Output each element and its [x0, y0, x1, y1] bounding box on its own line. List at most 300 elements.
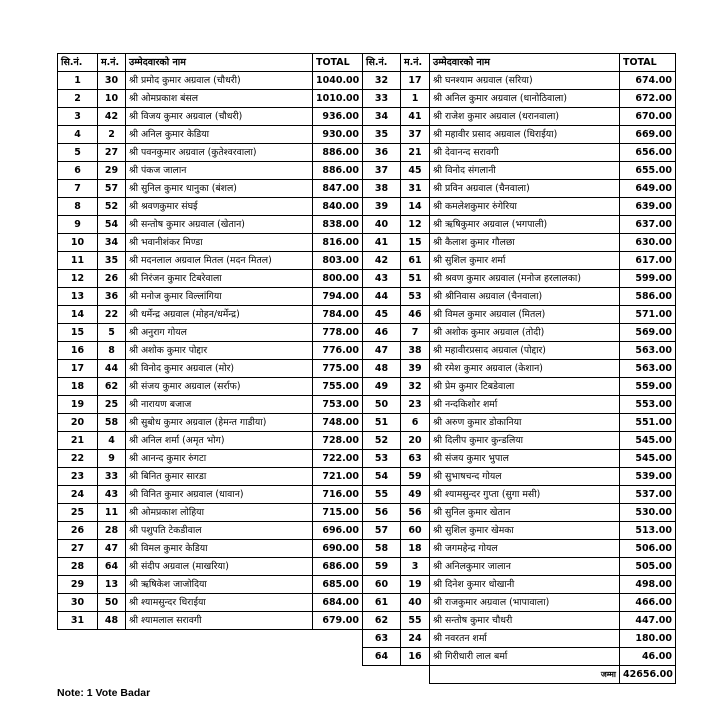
candidate-name-cell: श्री आनन्द कुमार रुंगटा — [126, 450, 313, 468]
total-votes-cell: 539.00 — [620, 468, 676, 486]
grand-total-label: जम्मा — [430, 666, 620, 684]
candidate-number-cell: 9 — [98, 450, 126, 468]
table-row — [58, 360, 363, 378]
candidate-name-cell: श्री अनिलकुमार जालान — [430, 558, 620, 576]
table-row — [363, 432, 676, 450]
candidate-name-cell: श्री श्यामसुन्दर गुप्ता (सुगा मसी) — [430, 486, 620, 504]
candidate-number-cell: 37 — [401, 126, 430, 144]
candidate-number-cell: 60 — [401, 522, 430, 540]
serial-number-cell: 55 — [363, 486, 401, 504]
table-row — [58, 288, 363, 306]
table-row — [58, 504, 363, 522]
total-votes-cell: 722.00 — [313, 450, 363, 468]
serial-number-cell: 8 — [58, 198, 98, 216]
candidate-number-cell: 24 — [401, 630, 430, 648]
candidate-number-cell: 7 — [401, 324, 430, 342]
serial-number-cell: 64 — [363, 648, 401, 666]
candidate-name-cell: श्री सुनिल कुमार खेतान — [430, 504, 620, 522]
total-votes-cell: 563.00 — [620, 342, 676, 360]
table-row — [58, 126, 363, 144]
serial-number-cell: 21 — [58, 432, 98, 450]
candidate-name-cell: श्री सन्तोष कुमार चौधरी — [430, 612, 620, 630]
table-row — [363, 594, 676, 612]
candidate-name-cell: श्री घनश्याम अग्रवाल (सरिया) — [430, 72, 620, 90]
total-votes-cell: 466.00 — [620, 594, 676, 612]
serial-number-cell: 31 — [58, 612, 98, 630]
serial-number-cell: 17 — [58, 360, 98, 378]
candidate-name-cell: श्री महावीर प्रसाद अग्रवाल (धिराईया) — [430, 126, 620, 144]
serial-number-cell: 9 — [58, 216, 98, 234]
candidate-number-cell: 14 — [401, 198, 430, 216]
total-votes-cell: 716.00 — [313, 486, 363, 504]
candidate-name-cell: श्री कमलेशकुमार रुंगेरिया — [430, 198, 620, 216]
candidate-name-cell: श्री ऋषिकेश जाजोदिया — [126, 576, 313, 594]
total-votes-cell: 649.00 — [620, 180, 676, 198]
serial-number-cell: 24 — [58, 486, 98, 504]
total-votes-cell: 753.00 — [313, 396, 363, 414]
serial-number-cell: 14 — [58, 306, 98, 324]
table-row — [363, 90, 676, 108]
total-votes-cell: 721.00 — [313, 468, 363, 486]
table-row — [363, 486, 676, 504]
table-row — [58, 270, 363, 288]
total-votes-cell: 679.00 — [313, 612, 363, 630]
total-votes-cell: 847.00 — [313, 180, 363, 198]
candidate-name-cell: श्री संजय कुमार भुपाल — [430, 450, 620, 468]
candidate-name-cell: श्री प्रेम कुमार टिबडेवाला — [430, 378, 620, 396]
candidate-name-cell: श्री सुशिल कुमार शर्मा — [430, 252, 620, 270]
blank-cell — [363, 666, 401, 684]
total-votes-cell: 447.00 — [620, 612, 676, 630]
candidate-number-cell: 33 — [98, 468, 126, 486]
total-votes-cell: 1010.00 — [313, 90, 363, 108]
total-votes-cell: 816.00 — [313, 234, 363, 252]
serial-number-cell: 62 — [363, 612, 401, 630]
serial-number-cell: 41 — [363, 234, 401, 252]
serial-number-cell: 23 — [58, 468, 98, 486]
total-votes-cell: 630.00 — [620, 234, 676, 252]
serial-number-cell: 49 — [363, 378, 401, 396]
candidate-name-cell: श्री प्रमोद कुमार अग्रवाल (चौधरी) — [126, 72, 313, 90]
serial-number-cell: 10 — [58, 234, 98, 252]
table-row — [363, 558, 676, 576]
serial-number-cell: 43 — [363, 270, 401, 288]
table-row — [363, 270, 676, 288]
total-votes-cell: 803.00 — [313, 252, 363, 270]
candidate-name-cell: श्री नारायण बजाज — [126, 396, 313, 414]
total-votes-cell: 586.00 — [620, 288, 676, 306]
serial-number-cell: 20 — [58, 414, 98, 432]
candidate-number-cell: 40 — [401, 594, 430, 612]
serial-number-cell: 28 — [58, 558, 98, 576]
total-votes-cell: 537.00 — [620, 486, 676, 504]
candidate-number-cell: 6 — [401, 414, 430, 432]
table-row — [58, 378, 363, 396]
candidate-name-cell: श्री गिरीधारी लाल बर्मा — [430, 648, 620, 666]
table-row — [363, 288, 676, 306]
total-votes-cell: 755.00 — [313, 378, 363, 396]
candidate-number-cell: 61 — [401, 252, 430, 270]
candidate-name-cell: श्री अनिल शर्मा (अमृत भोग) — [126, 432, 313, 450]
table-row — [58, 594, 363, 612]
candidate-number-cell: 22 — [98, 306, 126, 324]
candidate-number-cell: 64 — [98, 558, 126, 576]
candidate-number-cell: 45 — [401, 162, 430, 180]
serial-number-cell: 48 — [363, 360, 401, 378]
left-table-body — [58, 54, 363, 630]
table-row — [58, 540, 363, 558]
table-row — [363, 450, 676, 468]
candidate-number-cell: 20 — [401, 432, 430, 450]
candidate-name-cell: श्री सुशिल कुमार खेमका — [430, 522, 620, 540]
total-votes-cell: 672.00 — [620, 90, 676, 108]
serial-number-cell: 7 — [58, 180, 98, 198]
table-row — [58, 144, 363, 162]
candidate-name-cell: श्री अरुण कुमार डोकानिया — [430, 414, 620, 432]
total-votes-cell: 886.00 — [313, 144, 363, 162]
footnote: Note: 1 Vote Badar — [57, 687, 151, 699]
table-row — [58, 324, 363, 342]
table-row — [58, 180, 363, 198]
candidate-name-cell: श्री नवरतन शर्मा — [430, 630, 620, 648]
total-votes-cell: 506.00 — [620, 540, 676, 558]
candidate-name-cell: श्री विजय कुमार अग्रवाल (चौधरी) — [126, 108, 313, 126]
candidate-name-cell: श्री सन्तोष कुमार अग्रवाल (खेतान) — [126, 216, 313, 234]
header-candidate-number: म.नं. — [98, 54, 126, 72]
serial-number-cell: 16 — [58, 342, 98, 360]
candidate-number-cell: 25 — [98, 396, 126, 414]
total-votes-cell: 840.00 — [313, 198, 363, 216]
serial-number-cell: 51 — [363, 414, 401, 432]
serial-number-cell: 30 — [58, 594, 98, 612]
table-row — [58, 90, 363, 108]
serial-number-cell: 46 — [363, 324, 401, 342]
candidate-name-cell: श्री दिलीप कुमार कुन्डलिया — [430, 432, 620, 450]
right-table-body — [363, 54, 676, 684]
candidate-name-cell: श्री भवानीशंकर मिण्डा — [126, 234, 313, 252]
candidate-name-cell: श्री कैलाश कुमार गौलछा — [430, 234, 620, 252]
table-row — [363, 234, 676, 252]
header-serial-number: सि.नं. — [363, 54, 401, 72]
candidate-name-cell: श्री विनित कुमार अग्रवाल (धावान) — [126, 486, 313, 504]
candidate-number-cell: 34 — [98, 234, 126, 252]
candidate-number-cell: 15 — [401, 234, 430, 252]
candidate-number-cell: 21 — [401, 144, 430, 162]
candidate-name-cell: श्री श्रवण कुमार अग्रवाल (मनोज हरलालका) — [430, 270, 620, 288]
total-votes-cell: 569.00 — [620, 324, 676, 342]
candidate-number-cell: 3 — [401, 558, 430, 576]
candidate-name-cell: श्री श्यामलाल सरावगी — [126, 612, 313, 630]
table-row — [363, 162, 676, 180]
serial-number-cell: 50 — [363, 396, 401, 414]
table-row — [363, 576, 676, 594]
table-row — [363, 612, 676, 630]
serial-number-cell: 37 — [363, 162, 401, 180]
candidate-number-cell: 44 — [98, 360, 126, 378]
table-row — [58, 432, 363, 450]
grand-total-value: 42656.00 — [620, 666, 676, 684]
total-votes-cell: 180.00 — [620, 630, 676, 648]
total-votes-cell: 775.00 — [313, 360, 363, 378]
table-row — [363, 648, 676, 666]
candidate-number-cell: 42 — [98, 108, 126, 126]
candidate-name-cell: श्री अनिल कुमार अग्रवाल (धानोठिवाला) — [430, 90, 620, 108]
serial-number-cell: 47 — [363, 342, 401, 360]
total-votes-cell: 748.00 — [313, 414, 363, 432]
serial-number-cell: 19 — [58, 396, 98, 414]
header-candidate-name: उम्मेदवारको नाम — [430, 54, 620, 72]
left-results-table — [57, 53, 363, 630]
total-votes-cell: 728.00 — [313, 432, 363, 450]
total-votes-cell: 886.00 — [313, 162, 363, 180]
serial-number-cell: 53 — [363, 450, 401, 468]
table-row — [58, 486, 363, 504]
table-row — [58, 468, 363, 486]
candidate-name-cell: श्री देवानन्द सरावगी — [430, 144, 620, 162]
table-row — [58, 612, 363, 630]
candidate-name-cell: श्री रमेश कुमार अग्रवाल (केशान) — [430, 360, 620, 378]
header-total: TOTAL — [313, 54, 363, 72]
table-row — [363, 324, 676, 342]
candidate-number-cell: 19 — [401, 576, 430, 594]
total-votes-cell: 656.00 — [620, 144, 676, 162]
table-row — [58, 558, 363, 576]
serial-number-cell: 52 — [363, 432, 401, 450]
blank-cell — [401, 666, 430, 684]
candidate-name-cell: श्री अनुराग गोयल — [126, 324, 313, 342]
header-candidate-name: उम्मेदवारको नाम — [126, 54, 313, 72]
table-row — [58, 522, 363, 540]
total-votes-cell: 545.00 — [620, 432, 676, 450]
total-votes-cell: 551.00 — [620, 414, 676, 432]
table-row — [363, 126, 676, 144]
serial-number-cell: 1 — [58, 72, 98, 90]
candidate-name-cell: श्री धर्मेन्द्र अग्रवाल (मोहन/धर्मेन्द्र) — [126, 306, 313, 324]
table-row — [363, 342, 676, 360]
candidate-name-cell: श्री विमल कुमार केडिया — [126, 540, 313, 558]
table-row — [58, 72, 363, 90]
serial-number-cell: 18 — [58, 378, 98, 396]
candidate-name-cell: श्री राजकुमार अग्रवाल (भापावाला) — [430, 594, 620, 612]
serial-number-cell: 3 — [58, 108, 98, 126]
header-serial-number: सि.नं. — [58, 54, 98, 72]
candidate-name-cell: श्री संजय कुमार अग्रवाल (सर्राफ) — [126, 378, 313, 396]
candidate-name-cell: श्री विनोद कुमार अग्रवाल (मोर) — [126, 360, 313, 378]
serial-number-cell: 22 — [58, 450, 98, 468]
total-votes-cell: 1040.00 — [313, 72, 363, 90]
candidate-number-cell: 35 — [98, 252, 126, 270]
total-votes-cell: 794.00 — [313, 288, 363, 306]
candidate-number-cell: 52 — [98, 198, 126, 216]
serial-number-cell: 42 — [363, 252, 401, 270]
candidate-name-cell: श्री पशुपति टेकडीवाल — [126, 522, 313, 540]
table-row — [363, 522, 676, 540]
candidate-name-cell: श्री श्यामसुन्दर धिराईया — [126, 594, 313, 612]
candidate-name-cell: श्री पंकज जालान — [126, 162, 313, 180]
table-row — [58, 216, 363, 234]
table-row — [58, 576, 363, 594]
total-votes-cell: 800.00 — [313, 270, 363, 288]
serial-number-cell: 36 — [363, 144, 401, 162]
serial-number-cell: 40 — [363, 216, 401, 234]
total-votes-cell: 505.00 — [620, 558, 676, 576]
serial-number-cell: 45 — [363, 306, 401, 324]
table-row — [363, 306, 676, 324]
table-row — [363, 216, 676, 234]
total-votes-cell: 685.00 — [313, 576, 363, 594]
right-results-table — [362, 53, 676, 684]
total-votes-cell: 930.00 — [313, 126, 363, 144]
candidate-number-cell: 47 — [98, 540, 126, 558]
serial-number-cell: 6 — [58, 162, 98, 180]
total-votes-cell: 545.00 — [620, 450, 676, 468]
table-row — [363, 540, 676, 558]
total-votes-cell: 690.00 — [313, 540, 363, 558]
header-candidate-number: म.नं. — [401, 54, 430, 72]
candidate-number-cell: 58 — [98, 414, 126, 432]
total-votes-cell: 684.00 — [313, 594, 363, 612]
candidate-number-cell: 36 — [98, 288, 126, 306]
candidate-name-cell: श्री सुनिल कुमार धानुका (बंशल) — [126, 180, 313, 198]
candidate-number-cell: 16 — [401, 648, 430, 666]
serial-number-cell: 15 — [58, 324, 98, 342]
table-row — [58, 396, 363, 414]
total-votes-cell: 498.00 — [620, 576, 676, 594]
candidate-name-cell: श्री मदनलाल अग्रवाल मितल (मदन मितल) — [126, 252, 313, 270]
serial-number-cell: 11 — [58, 252, 98, 270]
table-row — [58, 108, 363, 126]
candidate-name-cell: श्री विमल कुमार अग्रवाल (मितल) — [430, 306, 620, 324]
candidate-name-cell: श्री मनोज कुमार विल्लांगिया — [126, 288, 313, 306]
serial-number-cell: 25 — [58, 504, 98, 522]
header-row — [58, 54, 363, 72]
candidate-number-cell: 39 — [401, 360, 430, 378]
total-votes-cell: 838.00 — [313, 216, 363, 234]
candidate-number-cell: 38 — [401, 342, 430, 360]
total-votes-cell: 571.00 — [620, 306, 676, 324]
candidate-number-cell: 48 — [98, 612, 126, 630]
candidate-number-cell: 53 — [401, 288, 430, 306]
serial-number-cell: 57 — [363, 522, 401, 540]
candidate-number-cell: 41 — [401, 108, 430, 126]
table-row — [363, 180, 676, 198]
candidate-number-cell: 31 — [401, 180, 430, 198]
candidate-name-cell: श्री ओमप्रकाश लोहिया — [126, 504, 313, 522]
candidate-number-cell: 4 — [98, 432, 126, 450]
total-votes-cell: 674.00 — [620, 72, 676, 90]
serial-number-cell: 5 — [58, 144, 98, 162]
candidate-name-cell: श्री निरंजन कुमार टिबरेवाला — [126, 270, 313, 288]
serial-number-cell: 34 — [363, 108, 401, 126]
candidate-number-cell: 57 — [98, 180, 126, 198]
serial-number-cell: 59 — [363, 558, 401, 576]
candidate-name-cell: श्री विनोद संगलानी — [430, 162, 620, 180]
total-votes-cell: 696.00 — [313, 522, 363, 540]
candidate-name-cell: श्री जगमहेन्द्र गोयल — [430, 540, 620, 558]
total-votes-cell: 563.00 — [620, 360, 676, 378]
candidate-number-cell: 59 — [401, 468, 430, 486]
candidate-number-cell: 54 — [98, 216, 126, 234]
candidate-number-cell: 28 — [98, 522, 126, 540]
table-row — [58, 198, 363, 216]
candidate-number-cell: 29 — [98, 162, 126, 180]
serial-number-cell: 58 — [363, 540, 401, 558]
total-votes-cell: 715.00 — [313, 504, 363, 522]
serial-number-cell: 35 — [363, 126, 401, 144]
grand-total-row — [363, 666, 676, 684]
candidate-name-cell: श्री ऋषिकुमार अग्रवाल (भगपाली) — [430, 216, 620, 234]
serial-number-cell: 54 — [363, 468, 401, 486]
table-row — [58, 234, 363, 252]
serial-number-cell: 2 — [58, 90, 98, 108]
serial-number-cell: 27 — [58, 540, 98, 558]
total-votes-cell: 936.00 — [313, 108, 363, 126]
total-votes-cell: 637.00 — [620, 216, 676, 234]
candidate-number-cell: 50 — [98, 594, 126, 612]
total-votes-cell: 686.00 — [313, 558, 363, 576]
candidate-name-cell: श्री सुभाषचन्द गोयल — [430, 468, 620, 486]
candidate-number-cell: 17 — [401, 72, 430, 90]
serial-number-cell: 33 — [363, 90, 401, 108]
candidate-number-cell: 2 — [98, 126, 126, 144]
serial-number-cell: 63 — [363, 630, 401, 648]
candidate-number-cell: 27 — [98, 144, 126, 162]
table-row — [58, 342, 363, 360]
total-votes-cell: 784.00 — [313, 306, 363, 324]
candidate-number-cell: 12 — [401, 216, 430, 234]
candidate-number-cell: 32 — [401, 378, 430, 396]
candidate-name-cell: श्री अशोक कुमार अग्रवाल (तोदी) — [430, 324, 620, 342]
candidate-number-cell: 55 — [401, 612, 430, 630]
candidate-name-cell: श्री प्रविन अग्रवाल (चैनवाला) — [430, 180, 620, 198]
serial-number-cell: 44 — [363, 288, 401, 306]
candidate-number-cell: 26 — [98, 270, 126, 288]
table-row — [363, 72, 676, 90]
candidate-name-cell: श्री दिनेश कुमार धोखानी — [430, 576, 620, 594]
table-row — [58, 414, 363, 432]
candidate-number-cell: 62 — [98, 378, 126, 396]
candidate-name-cell: श्री श्रीनिवास अग्रवाल (चैनवाला) — [430, 288, 620, 306]
total-votes-cell: 46.00 — [620, 648, 676, 666]
total-votes-cell: 599.00 — [620, 270, 676, 288]
candidate-number-cell: 5 — [98, 324, 126, 342]
candidate-number-cell: 10 — [98, 90, 126, 108]
candidate-name-cell: श्री पवनकुमार अग्रवाल (कुतेश्वरवाला) — [126, 144, 313, 162]
candidate-name-cell: श्री नन्दकिशोर शर्मा — [430, 396, 620, 414]
candidate-name-cell: श्री श्रवणकुमार संघई — [126, 198, 313, 216]
candidate-number-cell: 49 — [401, 486, 430, 504]
total-votes-cell: 669.00 — [620, 126, 676, 144]
serial-number-cell: 13 — [58, 288, 98, 306]
table-row — [363, 378, 676, 396]
table-row — [363, 468, 676, 486]
candidate-number-cell: 30 — [98, 72, 126, 90]
candidate-name-cell: श्री राजेश कुमार अग्रवाल (धरानवाला) — [430, 108, 620, 126]
table-row — [363, 414, 676, 432]
serial-number-cell: 4 — [58, 126, 98, 144]
table-row — [58, 450, 363, 468]
candidate-name-cell: श्री महावीरप्रसाद अग्रवाल (पोद्दार) — [430, 342, 620, 360]
serial-number-cell: 39 — [363, 198, 401, 216]
candidate-number-cell: 63 — [401, 450, 430, 468]
serial-number-cell: 56 — [363, 504, 401, 522]
table-row — [363, 144, 676, 162]
table-row — [58, 306, 363, 324]
table-row — [363, 504, 676, 522]
table-row — [58, 252, 363, 270]
serial-number-cell: 26 — [58, 522, 98, 540]
candidate-number-cell: 1 — [401, 90, 430, 108]
